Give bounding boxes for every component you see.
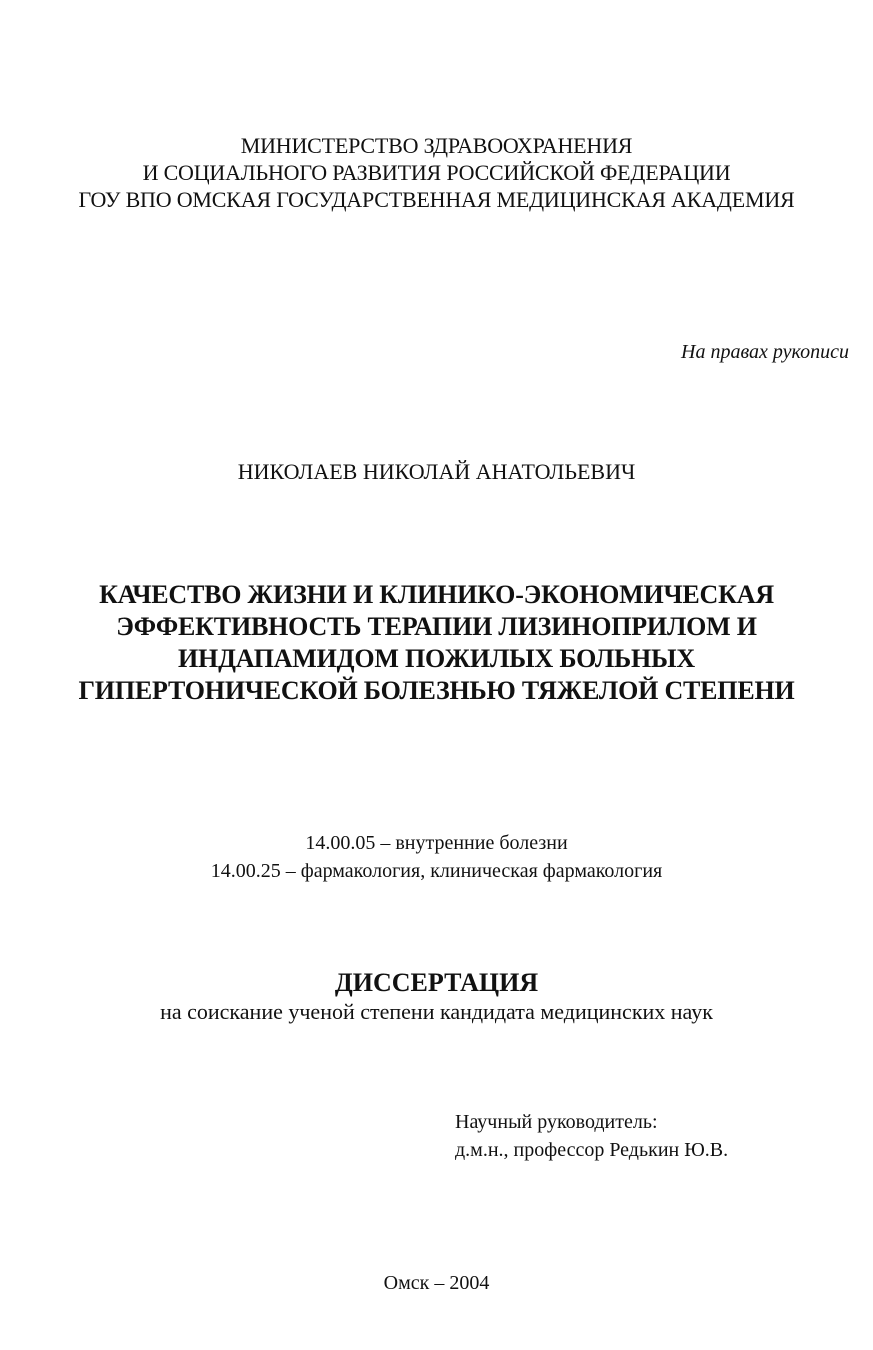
title-line-4: ГИПЕРТОНИЧЕСКОЙ БОЛЕЗНЬЮ ТЯЖЕЛОЙ СТЕПЕНИ: [78, 676, 795, 705]
specialty-line-1: 14.00.05 – внутренние болезни: [305, 832, 568, 854]
institution-line-2: И СОЦИАЛЬНОГО РАЗВИТИЯ РОССИЙСКОЙ ФЕДЕРАЦИИ: [142, 160, 731, 185]
title-line-3: ИНДАПАМИДОМ ПОЖИЛЫХ БОЛЬНЫХ: [178, 644, 695, 673]
title-line-1: КАЧЕСТВО ЖИЗНИ И КЛИНИКО-ЭКОНОМИЧЕСКАЯ: [99, 580, 774, 609]
city-year: Омск – 2004: [383, 1272, 490, 1294]
manuscript-note: На правах рукописи: [681, 341, 849, 363]
document-type: ДИССЕРТАЦИЯ: [334, 968, 539, 997]
institution-line-3: ГОУ ВПО ОМСКАЯ ГОСУДАРСТВЕННАЯ МЕДИЦИНСКАЯ АКАДЕМИЯ: [78, 187, 795, 212]
supervisor-name: д.м.н., профессор Редькин Ю.В.: [455, 1139, 729, 1161]
institution-line-1: МИНИСТЕРСТВО ЗДРАВООХРАНЕНИЯ: [240, 133, 633, 158]
specialty-line-2: 14.00.25 – фармакология, клиническая фармакология: [210, 860, 663, 882]
degree-line: на соискание ученой степени кандидата медицинских наук: [160, 999, 713, 1024]
title-line-2: ЭФФЕКТИВНОСТЬ ТЕРАПИИ ЛИЗИНОПРИЛОМ И: [116, 612, 757, 641]
author-name: НИКОЛАЕВ НИКОЛАЙ АНАТОЛЬЕВИЧ: [237, 459, 636, 484]
supervisor-label: Научный руководитель:: [455, 1111, 658, 1133]
